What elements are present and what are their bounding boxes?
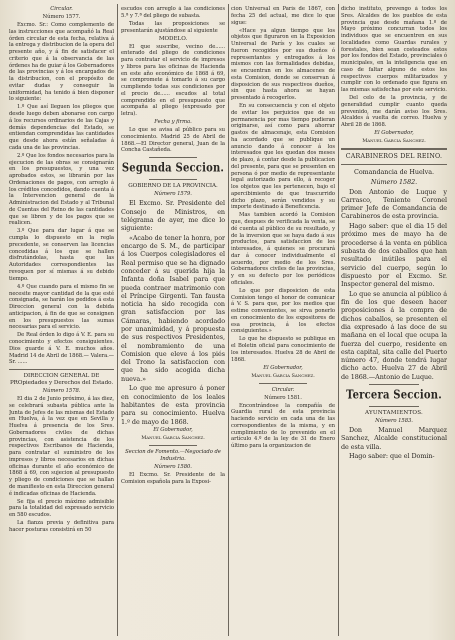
column-3 [231, 6, 335, 636]
subsection-heading: Comandancia de Huelva. [354, 168, 434, 177]
paragraph: El dia 2 de Junio próximo, á las diez, se celebrará subasta pública ante la Junta de Jefes de las mismas del Estado en Huelva, á la vez que en Sevilla y Huelva á presencia de los Sres. Gobernadores civiles de dichas provincias, con asistencia de los respectivos Escribanos de Hacienda, para contratar el suministro de los impresos y libros necesarios en dichas oficinas durante el año económico de 1868 á 69, con sujecion al presupuesto y pliego de condiciones que se hallan de manifiesto en esta Direccion general é indicadas oficinas de Hacienda. [9, 396, 114, 497]
divider [149, 445, 197, 446]
paragraph: Hago saber: que el dia 15 del próximo mes de mayo ha de procederse á la venta en pública subasta de dos caballos que han resultado inútiles para el servicio del cuerpo, según lo dispuesto por el Excmo. Sr. Inspector general del mismo. [341, 222, 447, 289]
column-rule [117, 4, 118, 636]
notice-number: Número 1580. [154, 463, 192, 470]
notice-number: Número 1579. [154, 191, 192, 198]
paragraph: Lo que se avisa al público para su conocimiento. Madrid 25 de Abril de 1868.—El Director general, Juan de la Concha Castañeda. [121, 127, 225, 154]
paragraph: 1.º Que así lleguen los pliegos que desde luego deben abonarse con cargo á los recursos ordinarios de las Cajas y demás dependencias del Estado, se entiendan comprendidas las cantidades que desde ahora están señaladas á cada una de las provincias. [9, 104, 114, 151]
paragraph: 4.º Que cuando para el mismo fin se necesite mayor cantidad de la que esté consignada, se harán los pedidos á esta Direccion general con la debida anticipacion, á fin de que se consignen en los presupuestos las sumas necesarias para el servicio. [9, 283, 114, 331]
paragraph: «Acabo de tener la honra, por encargo de S. M., de participar á los Cuerpos colegisladores el Real permiso que se ha dignado conceder á su querida hija la Infanta doña Isabel para que pueda contraer matrimonio con el Príncipe Girgenti. Tan fausta noticia ha sido recogida con gran satisfaccion por las Cámaras, habiendo acordado por unanimidad, y á propuesta de sus respectivos Presidentes, el nombramiento de una Comision que eleve á los piés del Trono la satisfaccion con que ha sido acogida dicha nueva.» [121, 233, 225, 383]
paragraph: cion Universal en París de 1867, con fecha 25 del actual, me dice lo que sigue: [231, 6, 335, 26]
column-2 [121, 6, 225, 636]
column-1 [9, 6, 114, 636]
paragraph: Lo que se anuncia al público á fin de los que deseen hacer proposiciones á la compra de dichos caballos, se presenten el dia expresado á las doce de su mañana en el local que ocupa la fuerza del cuerpo, residente en esta capital, sita calle del Puerto número 47, donde tendrá lugar dicho acto. Huelva 27 de Abril de 1868.—Antonio de Luque. [341, 289, 447, 381]
section-heading: GOBIERNO DE LA PROVINCIA. [128, 183, 218, 190]
circular-heading: Circular. [50, 6, 73, 12]
divider [369, 384, 419, 385]
model-heading: MODELO. [158, 35, 188, 42]
signature-title: El Gobernador, [153, 427, 193, 434]
paragraph: Del celo de la provincia, y de generalidad cumplir cuanto queda prevenido, me darán aviso los Sres. Alcaldes á vuelta de correo. Huelva y Abril 28 de 1868. [341, 95, 447, 129]
divider [259, 383, 307, 384]
notice-number: Número 1577. [42, 14, 81, 21]
column-4 [341, 6, 447, 636]
notice-number: Número 1582. [370, 177, 418, 186]
paragraph: El Excmo. Sr. Presidente del Consejo de Ministros, en telégrama de ayer, me dice lo siguiente: [121, 199, 225, 233]
paragraph: 2.º Que los fondos necesarios para la ejecucion de las obras se consignarán en los presupuestos, y una vez aprobados estos, se librarán por las Ordenaciones de pagos, con arreglo á los créditos concedidos, dando cuenta á la Intervencion general de la Administracion del Estado y al Tribunal de Cuentas del Reino de las cantidades que se libren y de los pagos que se realicen. [9, 152, 114, 227]
paragraph: En su consecuencia y con el objeto de evitar los perjuicios que de su permanencia por mas tiempo pudieran originarse, así como para ahorrar gastos de almacenaje, esta Comision ha acordado que se publique un anuncio dando á conocer á los interesados que les quedan dos meses de plazo, á contar desde la publicacion del presente, para que se presenten en persona ó por medio de representante legal autorizado para ello, á recoger los objetos que les pertenecen, bajo el apercibimiento de que trascurrido dicho plazo, serán vendidos y su importe destinado á Beneficencia. [231, 103, 335, 211]
section-heading: CARABINEROS DEL REINO. [345, 152, 443, 160]
model-text: El que suscribe, vecino de...... enterado del pliego de condiciones para contratar el servicio de impresos y libros para las oficinas de Hacienda en este año económico de 1868 á 69, se compromete á tomarlo á su cargo cumpliendo todas sus condiciones por el precio de...... escudos al total comprendido en el presupuesto que acompaña al pliego (expresado por letra). [121, 43, 225, 118]
column-rule [228, 4, 229, 636]
notice-number: Número 1581. [264, 394, 302, 401]
paragraph: Lo que me apresuro á poner en conocimiento de los leales habitantes de esta provincia para su conocimiento. Huelva 1.º de mayo de 1868. [121, 384, 225, 426]
section-title: Tercera Seccion. [346, 388, 442, 403]
section-title: Segunda Seccion. [121, 161, 225, 176]
paragraph: Se fija el precio máximo admisible para la totalidad del expresado servicio en 580 escudos. [9, 498, 114, 519]
paragraph: Don Antonio de Luque y Carrasco, Teniente Coronel primer Jefe de Comandancia de Carabineros de esta provincia. [341, 187, 447, 221]
paragraph: Lo que he dispuesto se publique en el Boletin oficial para conocimiento de los interesados. Huelva 28 de Abril de 1868. [231, 336, 335, 363]
signature-name: Manuel Garcia Sanchez. [362, 138, 426, 145]
section-heading: AYUNTAMIENTOS. [364, 410, 424, 416]
paragraph: Mas tambien acordó la Comision que, despues de verificada la venta, se dé cuenta al público de su resultado, y de la inversion que se haya dado á sus productos, para satisfaccion de los interesados, á quienes se procurará dar á conocer individualmente el acuerdo, por medio de los Sres. Gobernadores civiles de las provincias, y en su defecto por los periódicos oficiales. [231, 212, 335, 286]
paragraph: El Excmo. Sr. Presidente de la Comision española para la Exposi- [121, 471, 225, 485]
paragraph: «Hace ya algun tiempo que los objetos que figuraron en la Exposicion Universal de París y los cuales se fueron recogidos por sus dueños ó representantes y entregados á los mismos con las formalidades debidas, se encuentran en los almacenes de esta Comision, donde se conservan á disposicion de sus respectivos dueños, sin que hasta ahora se hayan presentado á recogerlos. [231, 27, 335, 102]
double-divider [341, 148, 447, 150]
column-rule [338, 4, 339, 636]
section-heading: DIRECCION GENERAL DE PROpiedades y Derechos del Estado. [9, 373, 114, 387]
paragraph: Excmo. Sr.: Como complemento de las instrucciones que acompañó la Real órden circular de esta fecha, relativa á la entrega y distribucion de la opera del presente año, y á fin de satisfacer el criterio que á la observancia de las órdenes ha de guiar á los Gobernadores de las provincias y á los encargados de la distribucion, con el propósito de evitar dudas y conseguir la uniformidad, ha tenido á bien disponer lo siguiente: [9, 22, 114, 103]
divider [149, 179, 197, 180]
paragraph: dicho instituto, prevengo á todos los Sres. Alcaldes de los pueblos de esta provincia que desde mañana 1.º de Mayo próximo concurran todos los individuos que se encuentren en sus localidades como Guardas rurales y forestales, bien sean costeados estos por los fondos del Estado, provinciales ó municipales, en la inteligencia que en caso de faltar alguno de estos los respectivos cuerpos militarizados y cumplir con lo ordenado que figura en las mismas satisfechas por este servicio. [341, 6, 447, 93]
signature-name: Manuel Garcia Sanchez. [141, 435, 205, 442]
date-signature-line: Fecha y firma. [154, 119, 192, 126]
paragraph: Hago saber: que el Domin- [349, 452, 435, 461]
signature-title: El Gobernador, [263, 364, 303, 371]
divider [149, 157, 197, 158]
paragraph: 3.º Que para dar lugar á que se cumpla lo dispuesto en la regla precedente, se conserven las licencias concedidas á los que se hallen disfrutándolas, hasta que las Autoridades correspondientes las revoquen por sí mismas á su debido tiempo. [9, 228, 114, 282]
paragraph: Encontrándose la compañía de Guardia rural de esta provincia haciendo servicio en cada una de las correspondientes de la misma, y en cumplimiento de lo prevenido en el artículo 4.º de la ley de 31 de Enero último para la organizacion de [231, 402, 335, 450]
signature-title: El Gobernador, [374, 130, 414, 137]
paragraph: Lo que por disposicion de esta Comision tengo el honor de comunicar á V. S. para que, por los medios que estime convenientes, se sirva ponerlo en conocimiento de los expositores de esa provincia, á los efectos consiguientes.» [231, 287, 335, 335]
paragraph: De Real órden lo digo á V. E. para su conocimiento y efectos consiguientes. Dios guarde á V. E. muchos años. Madrid 14 de Abril de 1868.— Valera.—Sr. ...... [9, 332, 114, 366]
paragraph: Todas las proposiciones se presentarán ajustándose al siguiente [121, 20, 225, 34]
divider [9, 369, 114, 370]
paragraph: Don Manuel Marquez Sanchez, Alcalde constitucional de esta villa. [341, 426, 447, 451]
paragraph: escudos con arreglo á las condiciones 5.ª y 7.ª del pliego de subasta. [121, 6, 225, 19]
circular-heading: Circular. [271, 386, 295, 393]
notice-number: Número 1583. [375, 418, 413, 424]
notice-number: Número 1578. [42, 388, 81, 395]
signature-name: Manuel Garcia Sanchez. [251, 372, 315, 379]
divider [341, 164, 447, 165]
section-heading: Seccion de Fomento.—Negociado de Industria. [125, 448, 221, 462]
paragraph: La fianza previa y definitiva para hacer posturas consistirá en 50 [9, 520, 114, 533]
divider [369, 406, 419, 407]
